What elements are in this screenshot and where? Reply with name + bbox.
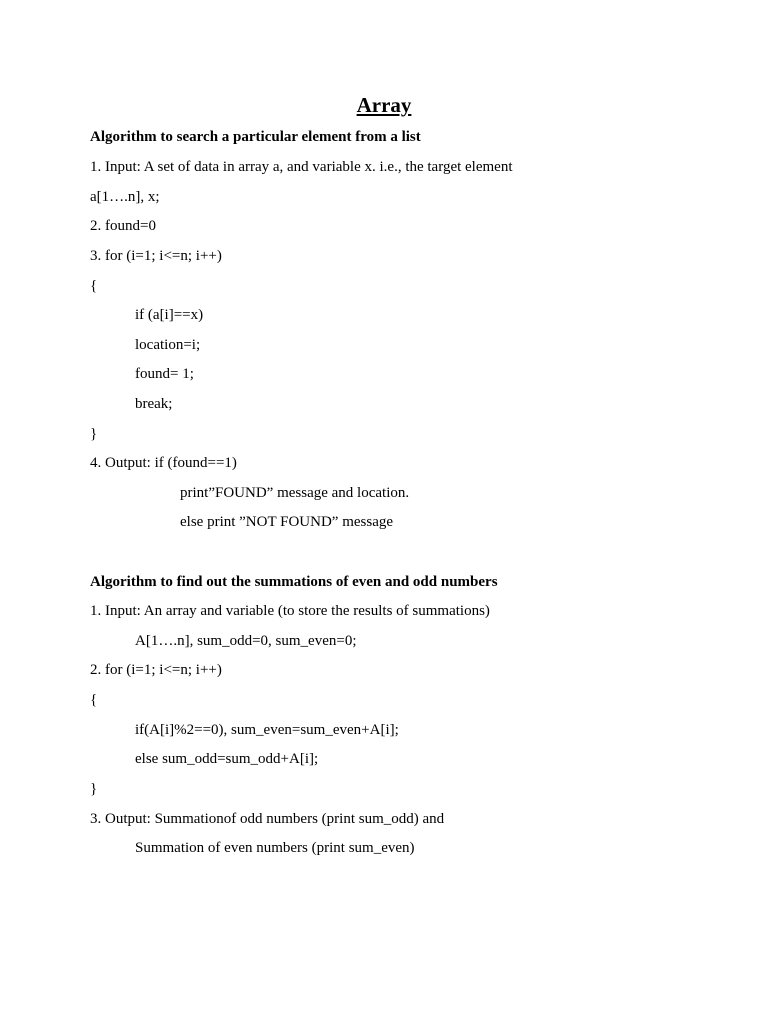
section1-line: } — [90, 426, 98, 442]
section2-line: else sum_odd=sum_odd+A[i]; — [135, 751, 319, 767]
section2-line: 1. Input: An array and variable (to store the results of summations) — [90, 603, 490, 619]
section1-line: 1. Input: A set of data in array a, and variable x. i.e., the target element — [90, 159, 513, 175]
section2-heading: Algorithm to find out the summations of even and odd numbers — [90, 574, 498, 590]
section1-line: 4. Output: if (found==1) — [90, 455, 237, 471]
section2-line: 3. Output: Summationof odd numbers (print sum_odd) and — [90, 811, 445, 827]
section1-line: 3. for (i=1; i<=n; i++) — [90, 248, 222, 264]
section1-line: location=i; — [135, 337, 201, 353]
section2-line: if(A[i]%2==0), sum_even=sum_even+A[i]; — [135, 722, 399, 738]
section1-line: a[1….n], x; — [90, 189, 160, 205]
section1-line: { — [90, 278, 98, 294]
section1-heading: Algorithm to search a particular element from a list — [90, 129, 421, 145]
section2-line: A[1….n], sum_odd=0, sum_even=0; — [135, 633, 357, 649]
section1-line: 2. found=0 — [90, 218, 156, 234]
section1-line: if (a[i]==x) — [135, 307, 204, 323]
page-title: Array — [356, 93, 412, 117]
section1-line: else print ”NOT FOUND” message — [180, 514, 394, 530]
section2-line: { — [90, 692, 98, 708]
section2-line: 2. for (i=1; i<=n; i++) — [90, 662, 222, 678]
section2-line: Summation of even numbers (print sum_even) — [135, 840, 415, 856]
section1-line: found= 1; — [135, 366, 194, 382]
section1-line: print”FOUND” message and location. — [180, 485, 410, 501]
section1-line: break; — [135, 396, 173, 412]
section2-line: } — [90, 781, 98, 797]
